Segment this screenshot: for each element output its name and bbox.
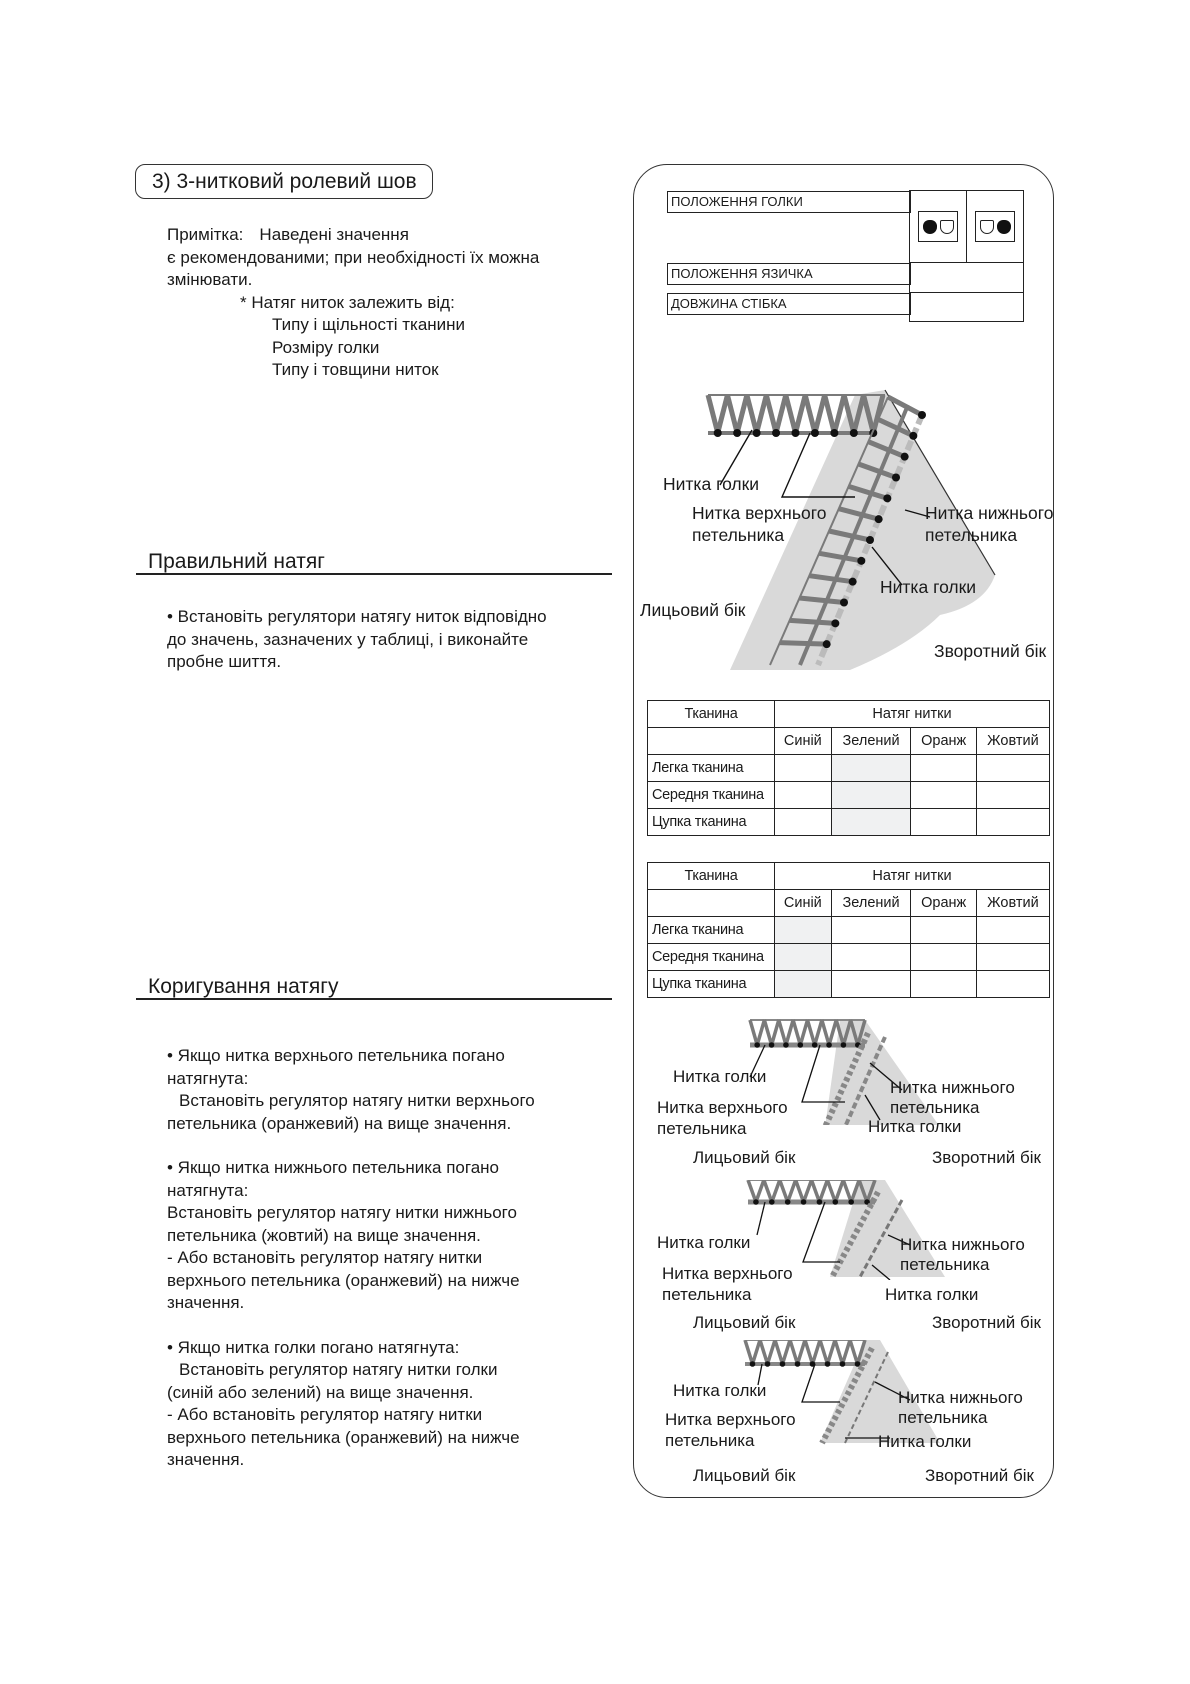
- row-label: Цупка тканина: [648, 809, 775, 836]
- table-row: [648, 782, 1050, 809]
- row-label: Середня тканина: [648, 782, 775, 809]
- color-header-blue: Синій: [775, 728, 832, 755]
- text-line: Встановіть регулятор натягу нитки голки: [179, 1360, 498, 1379]
- label-needle-thread: Нитка голки: [663, 474, 760, 494]
- value-cell: [775, 971, 832, 998]
- needle-knot: [754, 1042, 760, 1048]
- stitch-loop: [800, 1020, 807, 1045]
- needle-knot: [823, 640, 831, 648]
- needle-knot: [798, 1042, 804, 1048]
- value-cell: [831, 917, 911, 944]
- stitch-loop: [783, 1340, 791, 1364]
- stitch-loop: [835, 1340, 843, 1364]
- text-line: (синій або зелений) на вище значення.: [167, 1382, 474, 1402]
- stitch-loop: [745, 1340, 753, 1364]
- label-lower-looper-2: петельника: [890, 1098, 980, 1117]
- label-upper-looper: Нитка верхнього: [665, 1410, 796, 1429]
- stitch-loop: [790, 620, 836, 623]
- stitch-loop: [835, 1180, 843, 1202]
- color-header-blue: Синій: [775, 890, 832, 917]
- stitch-loop: [815, 1020, 822, 1045]
- stitch-loop: [748, 1180, 756, 1202]
- text-line: • Якщо нитка верхнього петельника погано: [167, 1046, 505, 1065]
- value-cell: [976, 944, 1049, 971]
- needle-knot: [780, 1361, 786, 1367]
- stitch-loop: [790, 1340, 798, 1364]
- needle-knot: [765, 1361, 771, 1367]
- stitch-loop: [764, 1020, 771, 1045]
- note-block: [167, 224, 607, 382]
- label-face-side: Лицьовий бік: [640, 600, 746, 620]
- needle-knot: [841, 1042, 847, 1048]
- table-row: [648, 917, 1050, 944]
- right-needle-icon: [975, 211, 1015, 242]
- stitch-loop: [737, 395, 747, 433]
- label-lower-looper: Нитка нижнього: [900, 1235, 1025, 1254]
- row-label: Легка тканина: [648, 917, 775, 944]
- label-back-side: Зворотний бік: [925, 1466, 1034, 1485]
- machine-settings-table: [667, 190, 1024, 322]
- stitch-loop: [757, 1020, 764, 1045]
- needle-knot: [892, 474, 900, 482]
- label-lower-looper: Нитка нижнього: [898, 1388, 1023, 1407]
- adjust-tension-title: Коригування натягу: [148, 975, 339, 998]
- label-lower-looper: Нитка нижнього: [925, 503, 1054, 523]
- stitch-loop: [772, 1180, 780, 1202]
- needle-knot: [795, 1361, 801, 1367]
- needle-knot: [769, 1042, 775, 1048]
- text-line: верхнього петельника (оранжевий) на нижче: [167, 1270, 520, 1290]
- needle-option-left: [910, 191, 967, 263]
- stitch-loop: [760, 1340, 768, 1364]
- value-cell: [831, 971, 911, 998]
- stitch-loop: [796, 395, 806, 433]
- correct-tension-title: Правильний натяг: [148, 550, 325, 573]
- correct-tension-text: [167, 606, 607, 674]
- needle-knot: [801, 1199, 807, 1205]
- needle-knot: [783, 1042, 789, 1048]
- text-line: - Або встановіть регулятор натягу нитки: [167, 1405, 483, 1424]
- stitch-loop: [786, 395, 796, 433]
- label-lower-looper-2: петельника: [898, 1408, 988, 1427]
- value-cell: [911, 809, 976, 836]
- label-back-side: Зворотний бік: [934, 641, 1047, 661]
- text-line: петельника (оранжевий) на вище значення.: [167, 1113, 512, 1133]
- needle-knot: [840, 599, 848, 607]
- text-line: верхнього петельника (оранжевий) на нижче: [167, 1427, 520, 1447]
- label-upper-looper: Нитка верхнього: [662, 1264, 793, 1283]
- label-back-side: Зворотний бік: [932, 1148, 1041, 1167]
- stitch-loop: [750, 1020, 757, 1045]
- value-cell: [775, 755, 832, 782]
- label-upper-looper: Нитка верхнього: [657, 1098, 788, 1117]
- stitch-loop: [764, 1180, 772, 1202]
- stitch-loop: [804, 1180, 812, 1202]
- label-lower-looper: Нитка нижнього: [890, 1078, 1015, 1097]
- stitch-loop: [776, 395, 786, 433]
- label-face-side: Лицьовий бік: [693, 1148, 796, 1167]
- text-line: Встановіть регулятор натягу нитки нижнього: [167, 1203, 517, 1222]
- needle-knot: [883, 494, 891, 502]
- label-needle-thread: Нитка голки: [673, 1381, 767, 1400]
- stitch-loop: [727, 395, 737, 433]
- note-line2: є рекомендованими; при необхідності їх можна: [167, 247, 540, 267]
- text-line: натягнута:: [167, 1068, 249, 1088]
- depends-title: * Натяг ниток залежить від:: [240, 292, 455, 312]
- text-line: до значень, зазначених у таблиці, і виконайте: [167, 629, 529, 649]
- stitch-loop: [708, 395, 718, 433]
- value-cell: [775, 944, 832, 971]
- stitch-loop: [753, 1340, 761, 1364]
- stitch-loop: [772, 1020, 779, 1045]
- depends-item: Типу і товщини ниток: [272, 360, 439, 379]
- left-needle-icon: [918, 211, 958, 242]
- stitch-loop: [805, 395, 815, 433]
- row-label: Середня тканина: [648, 944, 775, 971]
- stitch-loop: [822, 1020, 829, 1045]
- section-title: 3) 3-нитковий ролевий шов: [152, 170, 417, 193]
- needle-knot: [850, 429, 858, 437]
- needle-knot: [849, 578, 857, 586]
- needle-knot: [918, 411, 926, 419]
- needle-position-label: ПОЛОЖЕННЯ ГОЛКИ: [667, 191, 911, 213]
- stitch-loop: [718, 395, 728, 433]
- needle-option-right: [967, 191, 1024, 263]
- label-lower-looper-2: петельника: [900, 1255, 990, 1274]
- needle-knot: [714, 429, 722, 437]
- depends-item: Типу і щільності тканини: [272, 315, 466, 334]
- stitch-loop: [796, 1180, 804, 1202]
- stitch-loop: [827, 1180, 835, 1202]
- adjust-tension-text: [167, 1045, 607, 1472]
- value-cell: [911, 944, 976, 971]
- stitch-loop: [829, 1020, 836, 1045]
- empty-cell: [648, 890, 775, 917]
- needle-knot: [875, 515, 883, 523]
- section-divider: [136, 998, 612, 1000]
- color-header-yellow: Жовтий: [976, 890, 1049, 917]
- stitch-loop: [779, 1020, 786, 1045]
- stitch-loop: [780, 1180, 788, 1202]
- label-needle-thread-2: Нитка голки: [878, 1432, 972, 1451]
- label-back-side: Зворотний бік: [932, 1313, 1041, 1332]
- row-label: Легка тканина: [648, 755, 775, 782]
- stitch-loop: [757, 395, 767, 433]
- stitch-length-value: [910, 293, 1024, 322]
- section-title-box: [135, 164, 433, 199]
- needle-filled-icon: [923, 220, 937, 234]
- text-line: петельника (жовтий) на вище значення.: [167, 1225, 481, 1245]
- value-cell: [911, 971, 976, 998]
- color-header-orange: Оранж: [911, 728, 976, 755]
- label-upper-looper-2: петельника: [665, 1431, 755, 1450]
- color-header-green: Зелений: [831, 728, 911, 755]
- header-tension: Натяг нитки: [775, 863, 1050, 890]
- value-cell: [831, 944, 911, 971]
- note-line1: Наведені значення: [259, 225, 409, 244]
- stitch-loop: [775, 1340, 783, 1364]
- text-line: значення.: [167, 1450, 245, 1469]
- table-row: [648, 809, 1050, 836]
- stitch-length-label: ДОВЖИНА СТІБКА: [667, 293, 911, 315]
- value-cell: [976, 917, 1049, 944]
- needle-knot: [830, 429, 838, 437]
- value-cell: [911, 917, 976, 944]
- value-cell: [976, 755, 1049, 782]
- stitch-loop: [843, 1340, 851, 1364]
- needle-knot: [753, 1199, 759, 1205]
- color-header-green: Зелений: [831, 890, 911, 917]
- text-line: • Встановіть регулятори натягу ниток відповідно: [167, 607, 547, 626]
- value-cell: [831, 809, 911, 836]
- header-fabric: Тканина: [648, 701, 775, 728]
- section-divider: [136, 573, 612, 575]
- color-header-yellow: Жовтий: [976, 728, 1049, 755]
- needle-knot: [733, 429, 741, 437]
- header-tension: Натяг нитки: [775, 701, 1050, 728]
- tension-table-2: [647, 862, 1050, 998]
- needle-knot: [848, 1199, 854, 1205]
- value-cell: [831, 782, 911, 809]
- stitch-loop: [813, 1340, 821, 1364]
- color-header-orange: Оранж: [911, 890, 976, 917]
- label-lower-looper-2: петельника: [925, 525, 1018, 545]
- stitch-loop: [808, 1020, 815, 1045]
- stitch-loop: [815, 395, 825, 433]
- label-needle-thread: Нитка голки: [657, 1233, 751, 1252]
- stitch-loop: [793, 1020, 800, 1045]
- value-cell: [976, 809, 1049, 836]
- table-row: [648, 755, 1050, 782]
- stitch-loop: [798, 1340, 806, 1364]
- stitch-finger-label: ПОЛОЖЕННЯ ЯЗИЧКА: [667, 263, 911, 285]
- needle-knot: [792, 429, 800, 437]
- label-face-side: Лицьовий бік: [693, 1313, 796, 1332]
- text-line: - Або встановіть регулятор натягу нитки: [167, 1248, 483, 1267]
- stitch-loop: [828, 1340, 836, 1364]
- value-cell: [976, 782, 1049, 809]
- needle-knot: [772, 429, 780, 437]
- label-needle-thread-2: Нитка голки: [885, 1285, 979, 1304]
- value-cell: [775, 809, 832, 836]
- needle-knot: [753, 429, 761, 437]
- stitch-loop: [786, 1020, 793, 1045]
- needle-knot: [833, 1199, 839, 1205]
- note-line3: змінювати.: [167, 270, 253, 289]
- stitch-loop: [820, 1340, 828, 1364]
- needle-knot: [750, 1361, 756, 1367]
- stitch-loop: [825, 395, 835, 433]
- stitch-loop: [819, 1180, 827, 1202]
- depends-item: Розміру голки: [272, 337, 380, 357]
- label-needle-thread-2: Нитка голки: [868, 1117, 962, 1136]
- value-cell: [775, 782, 832, 809]
- needle-knot: [769, 1199, 775, 1205]
- needle-knot: [840, 1361, 846, 1367]
- stitch-loop: [812, 1180, 820, 1202]
- value-cell: [911, 755, 976, 782]
- needle-knot: [817, 1199, 823, 1205]
- needle-filled-icon: [997, 220, 1011, 234]
- needle-knot: [901, 453, 909, 461]
- value-cell: [911, 782, 976, 809]
- stitch-loop: [843, 1180, 851, 1202]
- table-row: [648, 971, 1050, 998]
- stitch-loop: [805, 1340, 813, 1364]
- needle-knot: [866, 536, 874, 544]
- needle-knot: [785, 1199, 791, 1205]
- needle-knot: [826, 1042, 832, 1048]
- text-line: • Якщо нитка нижнього петельника погано: [167, 1158, 499, 1177]
- header-fabric: Тканина: [648, 863, 775, 890]
- needle-empty-icon: [980, 220, 994, 234]
- tension-table-1: [647, 700, 1050, 836]
- row-label: Цупка тканина: [648, 971, 775, 998]
- needle-knot: [831, 619, 839, 627]
- table-row: [648, 944, 1050, 971]
- stitch-loop: [756, 1180, 764, 1202]
- needle-knot: [811, 429, 819, 437]
- label-upper-looper: Нитка верхнього: [692, 503, 827, 523]
- value-cell: [831, 755, 911, 782]
- needle-knot: [812, 1042, 818, 1048]
- text-line: значення.: [167, 1293, 245, 1312]
- label-upper-looper-2: петельника: [662, 1285, 752, 1304]
- stitch-loop: [766, 395, 776, 433]
- label-upper-looper-2: петельника: [692, 525, 785, 545]
- label-face-side: Лицьовий бік: [693, 1466, 796, 1485]
- needle-knot: [825, 1361, 831, 1367]
- value-cell: [976, 971, 1049, 998]
- needle-knot: [909, 432, 917, 440]
- stitch-loop: [788, 1180, 796, 1202]
- stitch-finger-value: [910, 263, 1024, 293]
- stitch-loop: [768, 1340, 776, 1364]
- empty-cell: [648, 728, 775, 755]
- text-line: • Якщо нитка голки погано натягнута:: [167, 1337, 460, 1357]
- note-label: Примітка:: [167, 225, 244, 244]
- label-needle-thread: Нитка голки: [673, 1067, 767, 1086]
- text-line: Встановіть регулятор натягу нитки верхнього: [179, 1091, 535, 1110]
- needle-empty-icon: [940, 220, 954, 234]
- needle-knot: [857, 557, 865, 565]
- label-upper-looper-2: петельника: [657, 1119, 747, 1138]
- stitch-loop: [850, 1340, 858, 1364]
- stitch-loop: [747, 395, 757, 433]
- text-line: пробне шиття.: [167, 652, 282, 671]
- value-cell: [775, 917, 832, 944]
- text-line: натягнута:: [167, 1180, 249, 1200]
- stitch-loop: [780, 643, 827, 645]
- label-needle-thread-2: Нитка голки: [880, 577, 977, 597]
